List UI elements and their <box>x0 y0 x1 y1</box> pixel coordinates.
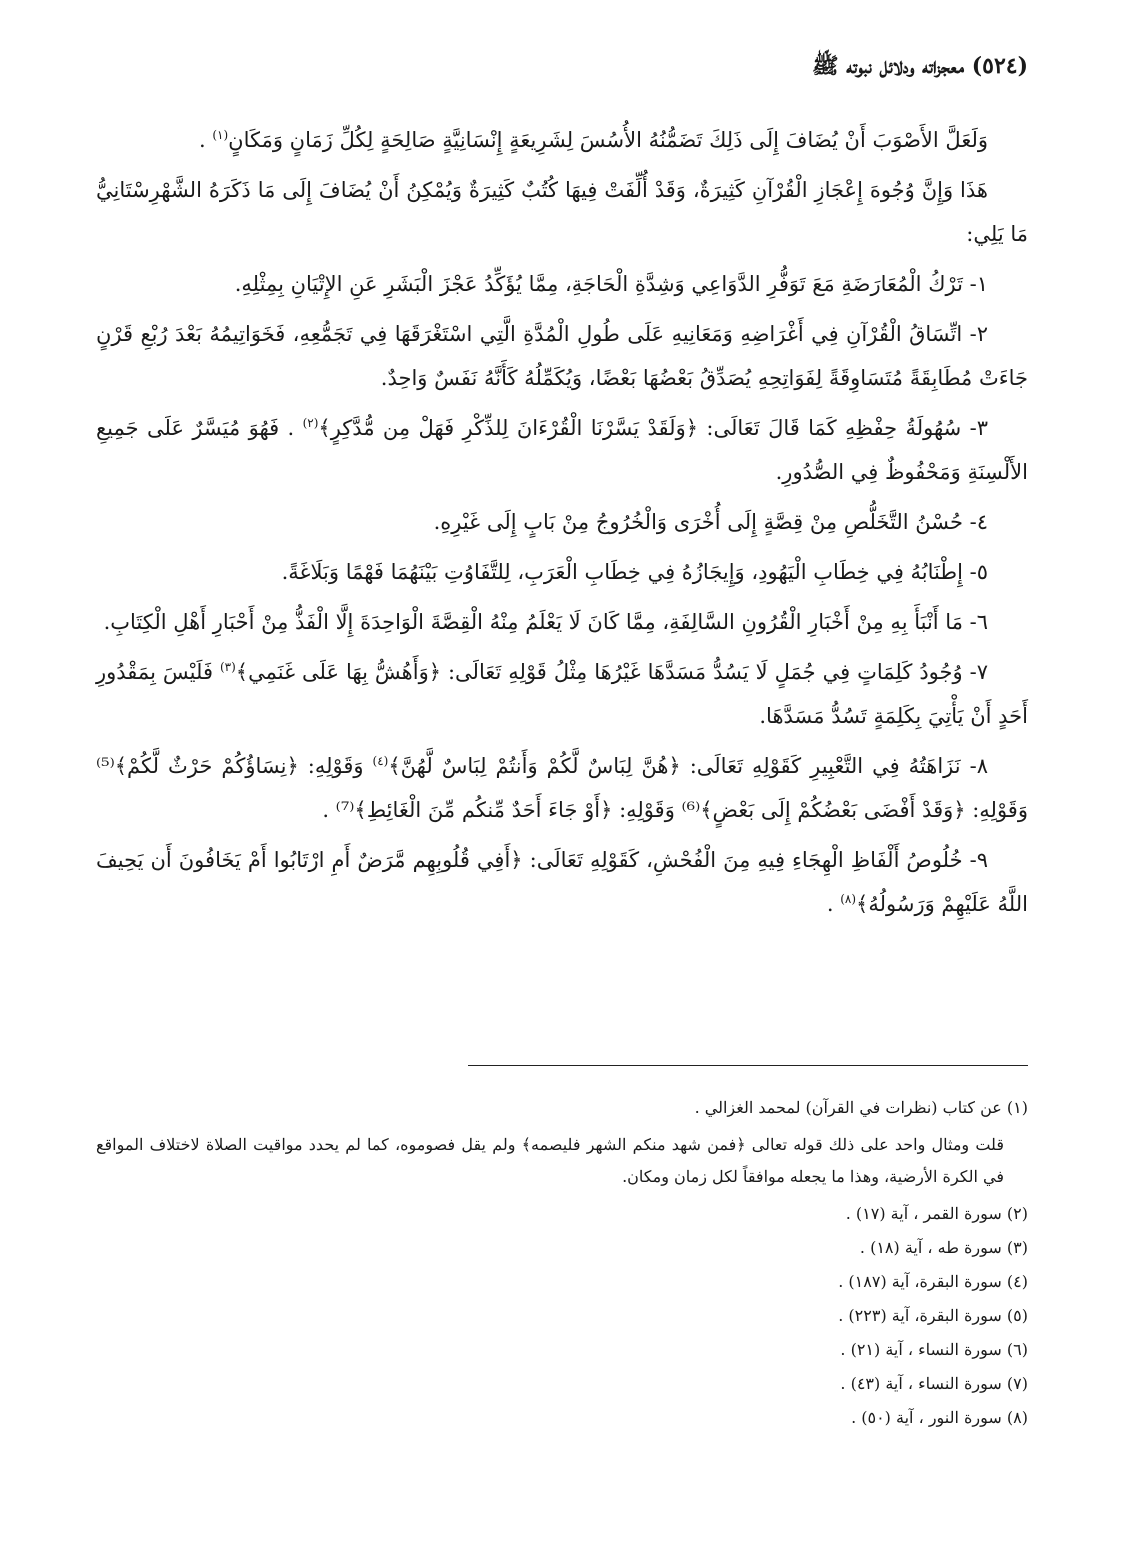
footnote: (١) عن كتاب (نظرات في القرآن) لمحمد الغزالي . <box>694 1098 1028 1117</box>
footnote: (٤) سورة البقرة، آية (١٨٧) . <box>838 1272 1028 1291</box>
footnote: (٥) سورة البقرة، آية (٢٢٣) . <box>838 1306 1028 1325</box>
footnote-separator <box>468 1065 1028 1066</box>
list-item: ٩- خُلُوصُ أَلْفَاظِ الْهِجَاءِ فِيهِ مِنَ الْفُحْشِ، كَقَوْلِهِ تَعَالَى: ﴿أَفِي قُلُوبِهِم مَّرَضٌ أَمِ ارْتَابُوا أَمْ يَخَافُونَ أَن يَحِيفَ اللَّهُ عَلَيْهِمْ وَرَسُولُهُ﴾$^{(٨)}$ . <box>96 848 1028 916</box>
list-item: ٢- اتِّسَاقُ الْقُرْآنِ فِي أَغْرَاضِهِ وَمَعَانِيهِ عَلَى طُولِ الْمُدَّةِ الَّتِي اسْتَغْرَقَهَا فِي تَجَمُّعِهِ، فَخَوَاتِيمُهُ بَعْدَ رُبْعِ قَرْنٍ جَاءَتْ مُطَابِقَةً مُتَسَاوِقَةً لِفَوَاتِحِهِ يُصَدِّقُ بَعْضُهَا بَعْضًا، وَيُكَمِّلُهُ كَأَنَّهُ نَفَسٌ وَاحِدٌ. <box>96 322 1028 390</box>
footnote: (٦) سورة النساء ، آية (٢١) . <box>840 1340 1028 1359</box>
list-item: ٤- حُسْنُ التَّخَلُّصِ مِنْ قِصَّةٍ إِلَى أُخْرَى وَالْخُرُوجُ مِنْ بَابٍ إِلَى غَيْرِهِ. <box>433 510 988 534</box>
list-item: ٣- سُهُولَةُ حِفْظِهِ كَمَا قَالَ تَعَالَى: ﴿وَلَقَدْ يَسَّرْنَا الْقُرْءَانَ لِلذِّكْرِ فَهَلْ مِن مُّدَّكِرٍ﴾$^{(٢)}$ . فَهُوَ مُيَسَّرٌ عَلَى جَمِيعِ الأَلْسِنَةِ وَمَحْفُوظٌ فِي الصُّدُورِ. <box>96 416 1028 484</box>
paragraph: هَذَا وَإِنَّ وُجُوهَ إِعْجَازِ الْقُرْآنِ كَثِيرَةٌ، وَقَدْ أُلِّفَتْ فِيهَا كُتُبٌ كَثِيرَةٌ وَيُمْكِنُ أَنْ يُضَافَ إِلَى مَا ذَكَرَهُ الشَّهْرِسْتَانِيُّ مَا يَلِي: <box>96 178 1028 246</box>
footnote: (٨) سورة النور ، آية (٥٠) . <box>851 1408 1028 1427</box>
footnote: (٢) سورة القمر ، آية (١٧) . <box>845 1204 1028 1223</box>
footnote-ref[interactable]: (٤) <box>372 754 389 768</box>
footnote-ref[interactable]: (١) <box>212 128 229 142</box>
footnote: (٣) سورة طه ، آية (١٨) . <box>859 1238 1028 1257</box>
main-text <box>96 118 1028 932</box>
running-header: (٥٢٤) معجزاته ودلائل نبوته ﷺ <box>811 53 1028 79</box>
paragraph: وَلَعَلَّ الأَصْوَبَ أَنْ يُضَافَ إِلَى ذَلِكَ تَضَمُّنُهُ الأُسُسَ لِشَرِيعَةٍ إِنْسَانِيَّةٍ صَالِحَةٍ لِكُلِّ زَمَانٍ وَمَكَانٍ$^{(١)}$ . <box>198 128 988 152</box>
list-item: ٧- وُجُودُ كَلِمَاتٍ فِي جُمَلٍ لَا يَسُدُّ مَسَدَّهَا غَيْرُهَا مِثْلُ قَوْلِهِ تَعَالَى: ﴿وَأَهُشُّ بِهَا عَلَى غَنَمِي﴾$^{(٣)}$ فَلَيْسَ بِمَقْدُورِ أَحَدٍ أَنْ يَأْتِيَ بِكَلِمَةٍ تَسُدُّ مَسَدَّهَا. <box>96 660 1028 728</box>
footnote-note: قلت ومثال واحد على ذلك قوله تعالى ﴿فمن شهد منكم الشهر فليصمه﴾ ولم يقل فصوموه، كما لم يحدد مواقيت الصلاة لاختلاف المواقع في الكرة الأرضية، وهذا ما يجعله موافقاً لكل زمان ومكان. <box>96 1135 1004 1186</box>
list-item: ٦- مَا أَنْبَأَ بِهِ مِنْ أَخْبَارِ الْقُرُونِ السَّالِفَةِ، مِمَّا كَانَ لَا يَعْلَمُ مِنْهُ الْقِصَّةَ الْوَاحِدَةَ إِلَّا الْفَذُّ مِنْ أَحْبَارِ أَهْلِ الْكِتَابِ. <box>103 610 988 634</box>
footnote-ref[interactable]: (٢) <box>302 416 319 430</box>
footnotes <box>96 1093 1028 1437</box>
list-item: ٨- نَزَاهَتُهُ فِي التَّعْبِيرِ كَقَوْلِهِ تَعَالَى: ﴿هُنَّ لِبَاسٌ لَّكُمْ وَأَنتُمْ لِبَاسٌ لَّهُنَّ﴾$^{(٤)}$ وَقَوْلِهِ: ﴿نِسَاؤُكُمْ حَرْثٌ لَّكُمْ﴾⁽⁵⁾ وَقَوْلِهِ: ﴿وَقَدْ أَفْضَى بَعْضُكُمْ إِلَى بَعْضٍ﴾⁽⁶⁾ وَقَوْلِهِ: ﴿أَوْ جَاءَ أَحَدٌ مِّنكُم مِّنَ الْغَائِطِ﴾⁽⁷⁾ . <box>96 754 1028 822</box>
list-item: ١- تَرْكُ الْمُعَارَضَةِ مَعَ تَوَفُّرِ الدَّوَاعِي وَشِدَّةِ الْحَاجَةِ، مِمَّا يُؤَكِّدُ عَجْزَ الْبَشَرِ عَنِ الإِتْيَانِ بِمِثْلِهِ. <box>234 272 988 296</box>
footnote-ref[interactable]: (٣) <box>219 660 236 674</box>
list-item: ٥- إِطْنَابُهُ فِي خِطَابِ الْيَهُودِ، وَإِيجَازُهُ فِي خِطَابِ الْعَرَبِ، لِلتَّفَاوُتِ بَيْنَهُمَا فَهْمًا وَبَلَاغَةً. <box>281 560 988 584</box>
footnote: (٧) سورة النساء ، آية (٤٣) . <box>840 1374 1028 1393</box>
footnote-ref[interactable]: (٨) <box>840 892 857 906</box>
